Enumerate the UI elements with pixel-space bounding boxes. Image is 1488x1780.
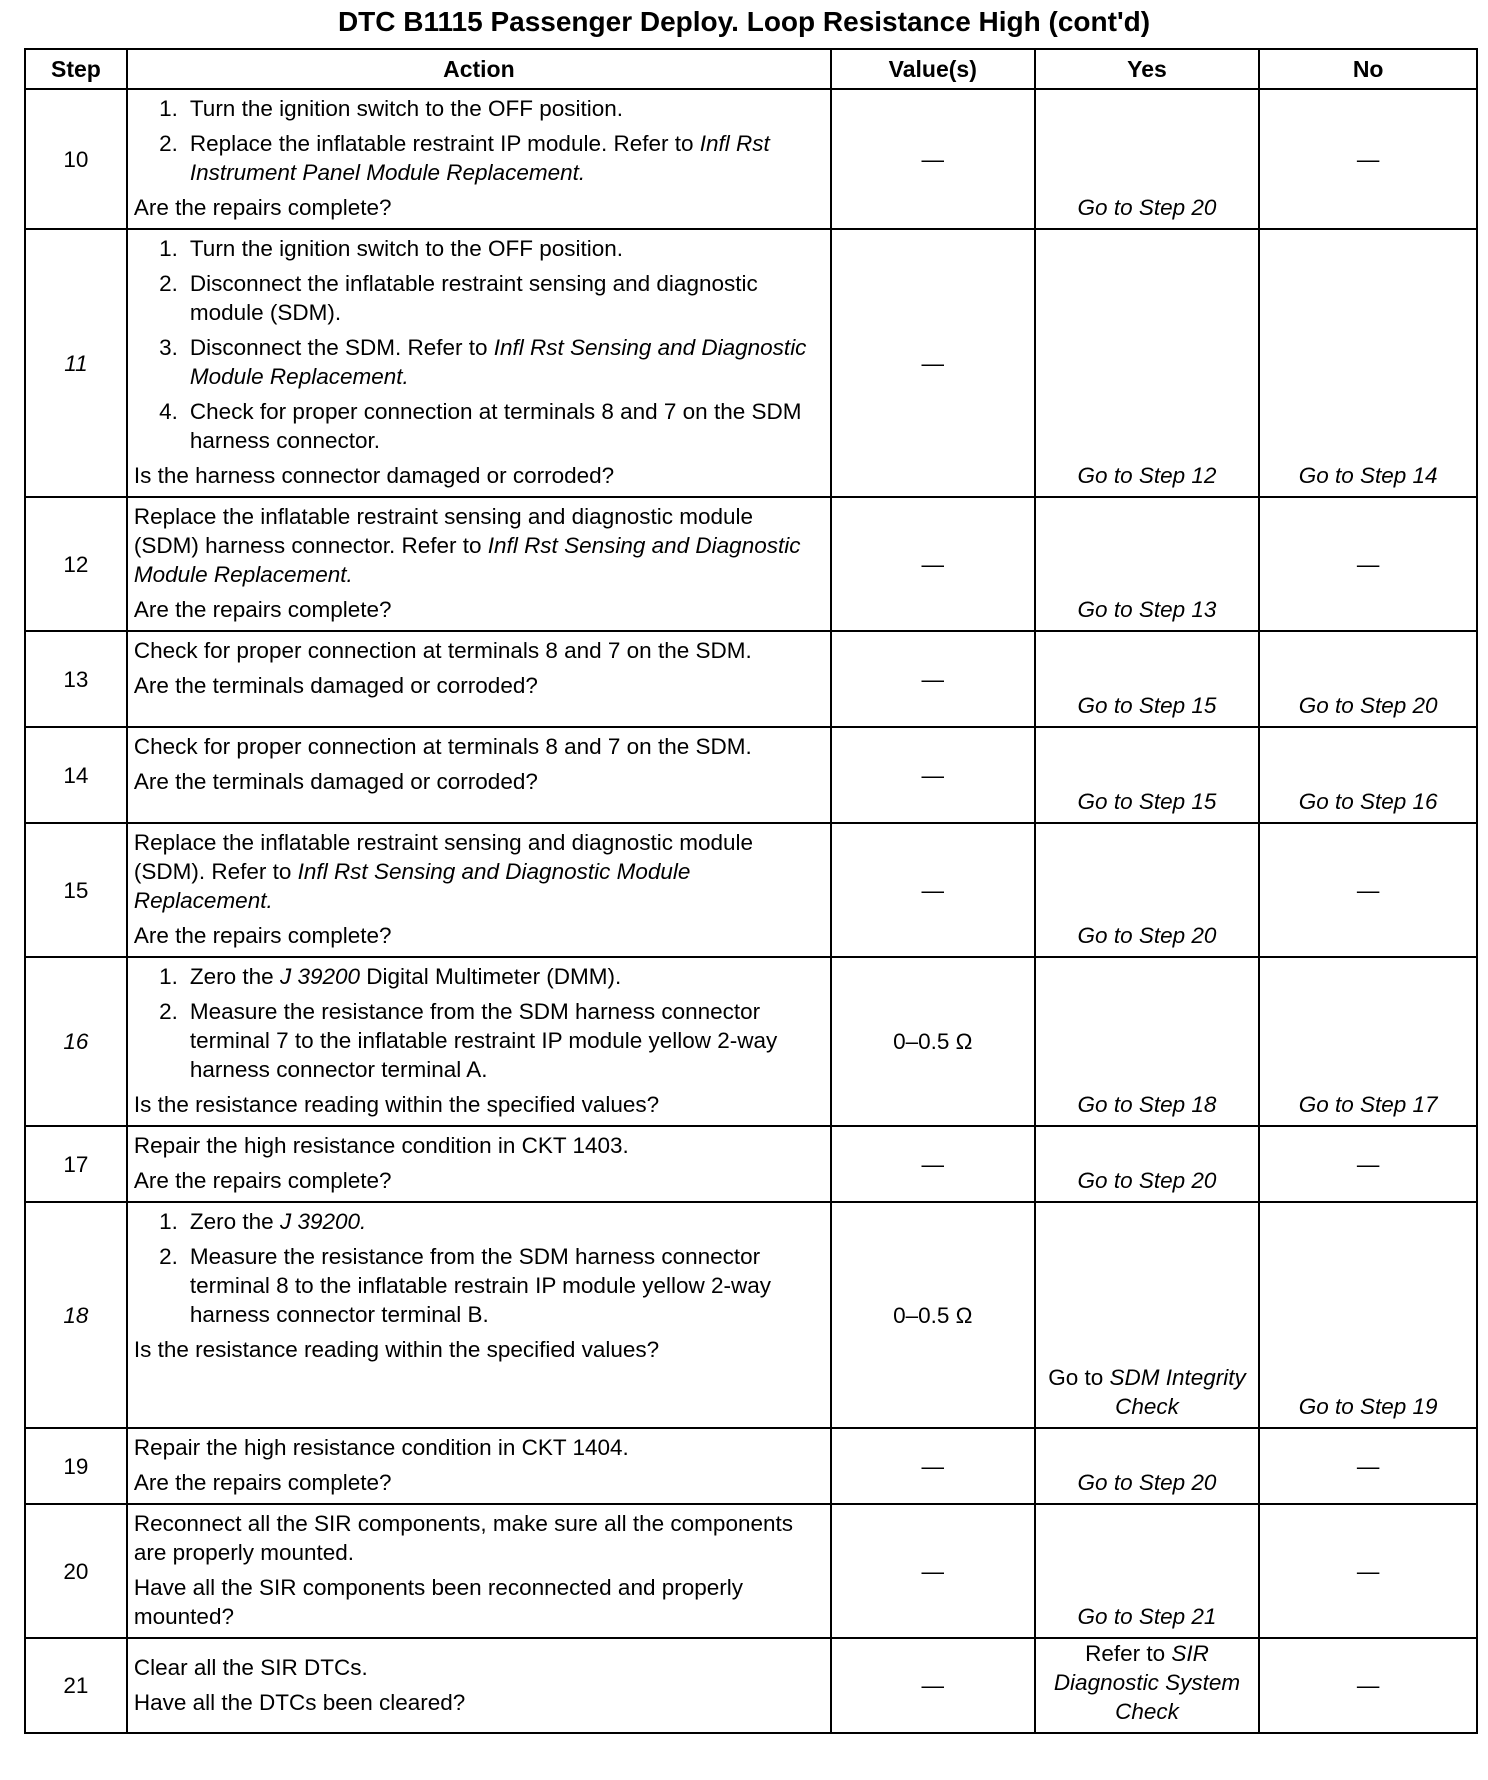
action-cell <box>127 1504 831 1638</box>
value-cell: 0–0.5 Ω <box>831 957 1035 1126</box>
text-run: Repair the high resistance condition in CKT 1404. <box>133 1435 629 1460</box>
item-number: 1. <box>159 964 178 989</box>
item-number: 1. <box>159 1209 178 1234</box>
header-values: Value(s) <box>831 49 1035 89</box>
text-run: Go to Step 20 <box>1077 923 1217 948</box>
step-cell: 10 <box>25 89 127 229</box>
header-step: Step <box>25 49 127 89</box>
step-list <box>134 94 822 187</box>
table-row <box>25 631 1477 727</box>
page-title: DTC B1115 Passenger Deploy. Loop Resistance High (cont'd) <box>337 6 1151 37</box>
item-text <box>190 333 822 391</box>
action-question: Are the terminals damaged or corroded? <box>133 769 538 794</box>
action-question: Is the harness connector damaged or corroded? <box>133 463 615 488</box>
item-number: 1. <box>159 96 178 121</box>
item-text <box>190 1207 822 1236</box>
action-paragraph <box>134 502 822 589</box>
table-row <box>25 229 1477 497</box>
value-cell: — <box>831 1126 1035 1202</box>
action-question: Are the repairs complete? <box>133 195 392 220</box>
text-run: Replace the inflatable restraint sensing and diagnostic module (SDM). Refer to <box>133 830 754 884</box>
no-cell: — <box>1259 89 1477 229</box>
text-run: Go to Step 14 <box>1298 463 1438 488</box>
action-question: Have all the SIR components been reconnected and properly mounted? <box>133 1575 744 1629</box>
action-cell <box>127 823 831 957</box>
text-run: Go to Step 17 <box>1298 1092 1438 1117</box>
yes-cell <box>1035 89 1260 229</box>
no-cell <box>1259 229 1477 497</box>
text-run: Go to Step 12 <box>1077 463 1217 488</box>
list-item <box>134 997 822 1084</box>
table-row <box>25 1428 1477 1504</box>
yes-cell <box>1035 1428 1260 1504</box>
text-run: Turn the ignition switch to the OFF position. <box>189 236 624 261</box>
step-cell: 13 <box>25 631 127 727</box>
text-run: Go to Step 15 <box>1077 693 1217 718</box>
action-paragraph <box>134 1433 822 1462</box>
text-run: J 39200 <box>279 964 361 989</box>
table-row <box>25 89 1477 229</box>
no-cell: — <box>1259 823 1477 957</box>
step-list <box>134 962 822 1084</box>
text-run: Check for proper connection at terminals 8 and 7 on the SDM. <box>133 638 752 663</box>
text-run: Zero the <box>189 964 280 989</box>
value-cell: — <box>831 1428 1035 1504</box>
table-row <box>25 823 1477 957</box>
item-text <box>190 94 822 123</box>
action-question: Are the terminals damaged or corroded? <box>133 673 538 698</box>
action-cell <box>127 229 831 497</box>
value-cell: — <box>831 727 1035 823</box>
header-action: Action <box>127 49 831 89</box>
action-question: Are the repairs complete? <box>133 1470 392 1495</box>
list-item <box>134 1207 822 1236</box>
text-run: Replace the inflatable restraint sensing and diagnostic module (SDM) harness connector. Refer to <box>133 504 754 558</box>
no-cell: — <box>1259 1126 1477 1202</box>
action-paragraph <box>134 1653 822 1682</box>
text-run: Check for proper connection at terminals 8 and 7 on the SDM. <box>133 734 752 759</box>
table-row <box>25 957 1477 1126</box>
text-run: SDM Integrity Check <box>1109 1365 1246 1419</box>
text-run: Turn the ignition switch to the OFF position. <box>189 96 624 121</box>
step-cell: 19 <box>25 1428 127 1504</box>
item-text <box>190 1242 822 1329</box>
text-run: Go to Step 20 <box>1077 195 1217 220</box>
value-cell: — <box>831 823 1035 957</box>
yes-cell <box>1035 957 1260 1126</box>
list-item <box>134 129 822 187</box>
no-cell <box>1259 631 1477 727</box>
action-cell <box>127 727 831 823</box>
step-cell: 18 <box>25 1202 127 1428</box>
no-cell: — <box>1259 497 1477 631</box>
action-paragraph <box>134 1509 822 1567</box>
yes-cell <box>1035 1126 1260 1202</box>
table-header-row <box>25 49 1477 89</box>
text-run: Infl Rst Sensing and Diagnostic Module Replacement. <box>133 533 801 587</box>
step-cell: 11 <box>25 229 127 497</box>
text-run: Infl Rst Instrument Panel Module Replacement. <box>189 131 770 185</box>
text-run: Go to <box>1048 1365 1110 1390</box>
item-text <box>190 129 822 187</box>
diagnostic-table <box>24 48 1478 1734</box>
text-run: SIR Diagnostic System Check <box>1053 1641 1241 1724</box>
item-text <box>190 234 822 263</box>
value-cell: — <box>831 1638 1035 1733</box>
step-cell: 20 <box>25 1504 127 1638</box>
item-number: 2. <box>159 999 178 1024</box>
no-cell: — <box>1259 1638 1477 1733</box>
step-cell: 16 <box>25 957 127 1126</box>
list-item <box>134 234 822 263</box>
no-cell <box>1259 727 1477 823</box>
text-run: Measure the resistance from the SDM harness connector terminal 8 to the inflatable restrain IP module yellow 2-way harness connector terminal B. <box>189 1244 772 1327</box>
item-number: 4. <box>159 399 178 424</box>
list-item <box>134 962 822 991</box>
action-cell <box>127 1126 831 1202</box>
value-cell: — <box>831 89 1035 229</box>
table-row <box>25 1126 1477 1202</box>
item-number: 2. <box>159 271 178 296</box>
yes-cell <box>1035 1638 1260 1733</box>
action-question: Are the repairs complete? <box>133 597 392 622</box>
text-run: Check for proper connection at terminals 8 and 7 on the SDM harness connector. <box>189 399 802 453</box>
no-cell: — <box>1259 1504 1477 1638</box>
action-question: Is the resistance reading within the specified values? <box>133 1092 660 1117</box>
action-cell <box>127 89 831 229</box>
text-run: Go to Step 21 <box>1077 1604 1217 1629</box>
text-run: Replace the inflatable restraint IP module. Refer to <box>189 131 700 156</box>
item-number: 3. <box>159 335 178 360</box>
table-row <box>25 1638 1477 1733</box>
action-cell <box>127 1428 831 1504</box>
action-cell <box>127 1638 831 1733</box>
text-run: Repair the high resistance condition in CKT 1403. <box>133 1133 629 1158</box>
text-run: J 39200. <box>279 1209 367 1234</box>
table-row <box>25 1202 1477 1428</box>
text-run: Disconnect the inflatable restraint sensing and diagnostic module (SDM). <box>189 271 758 325</box>
item-text <box>190 962 822 991</box>
yes-cell <box>1035 823 1260 957</box>
step-cell: 12 <box>25 497 127 631</box>
yes-cell <box>1035 631 1260 727</box>
item-number: 1. <box>159 236 178 261</box>
text-run: Go to Step 20 <box>1077 1168 1217 1193</box>
value-cell: — <box>831 1504 1035 1638</box>
text-run: Go to Step 15 <box>1077 789 1217 814</box>
value-cell: — <box>831 497 1035 631</box>
text-run: Disconnect the SDM. Refer to <box>189 335 494 360</box>
no-cell <box>1259 957 1477 1126</box>
no-cell <box>1259 1202 1477 1428</box>
action-question: Have all the DTCs been cleared? <box>133 1689 466 1715</box>
step-list <box>134 1207 822 1329</box>
header-no: No <box>1259 49 1477 89</box>
list-item <box>134 269 822 327</box>
table-row <box>25 727 1477 823</box>
yes-cell <box>1035 229 1260 497</box>
item-text <box>190 269 822 327</box>
action-question: Are the repairs complete? <box>133 1168 392 1193</box>
text-run: Infl Rst Sensing and Diagnostic Module Replacement. <box>189 335 807 389</box>
step-list <box>134 234 822 455</box>
action-cell <box>127 497 831 631</box>
step-cell: 15 <box>25 823 127 957</box>
text-run: Go to Step 18 <box>1077 1092 1217 1117</box>
action-paragraph <box>134 828 822 915</box>
yes-cell <box>1035 1202 1260 1428</box>
value-cell: — <box>831 229 1035 497</box>
action-cell <box>127 1202 831 1428</box>
value-cell: 0–0.5 Ω <box>831 1202 1035 1428</box>
list-item <box>134 94 822 123</box>
action-question: Is the resistance reading within the specified values? <box>133 1337 660 1362</box>
text-run: Go to Step 20 <box>1077 1470 1217 1495</box>
step-cell: 17 <box>25 1126 127 1202</box>
item-text <box>190 397 822 455</box>
text-run: Digital Multimeter (DMM). <box>360 964 622 989</box>
step-cell: 14 <box>25 727 127 823</box>
list-item <box>134 1242 822 1329</box>
table-row <box>25 497 1477 631</box>
action-paragraph <box>134 732 822 761</box>
yes-cell <box>1035 1504 1260 1638</box>
action-cell <box>127 631 831 727</box>
step-cell: 21 <box>25 1638 127 1733</box>
text-run: Refer to <box>1085 1641 1172 1666</box>
yes-cell <box>1035 727 1260 823</box>
text-run: Zero the <box>189 1209 280 1234</box>
table-row <box>25 1504 1477 1638</box>
item-number: 2. <box>159 1244 178 1269</box>
text-run: Go to Step 20 <box>1298 693 1438 718</box>
text-run: Reconnect all the SIR components, make sure all the components are properly mounted. <box>133 1511 793 1565</box>
header-yes: Yes <box>1035 49 1260 89</box>
no-cell: — <box>1259 1428 1477 1504</box>
text-run: Measure the resistance from the SDM harness connector terminal 7 to the inflatable restraint IP module yellow 2-way harness connector terminal A. <box>189 999 778 1082</box>
action-paragraph <box>134 636 822 665</box>
action-paragraph <box>134 1131 822 1160</box>
item-text <box>190 997 822 1084</box>
action-cell <box>127 957 831 1126</box>
value-cell: — <box>831 631 1035 727</box>
list-item <box>134 333 822 391</box>
item-number: 2. <box>159 131 178 156</box>
yes-cell <box>1035 497 1260 631</box>
text-run: Go to Step 13 <box>1077 597 1217 622</box>
list-item <box>134 397 822 455</box>
text-run: Clear all the SIR DTCs. <box>133 1654 368 1680</box>
text-run: Go to Step 16 <box>1298 789 1438 814</box>
action-question: Are the repairs complete? <box>133 923 392 948</box>
text-run: Go to Step 19 <box>1298 1394 1438 1419</box>
text-run: Infl Rst Sensing and Diagnostic Module Replacement. <box>133 859 691 913</box>
